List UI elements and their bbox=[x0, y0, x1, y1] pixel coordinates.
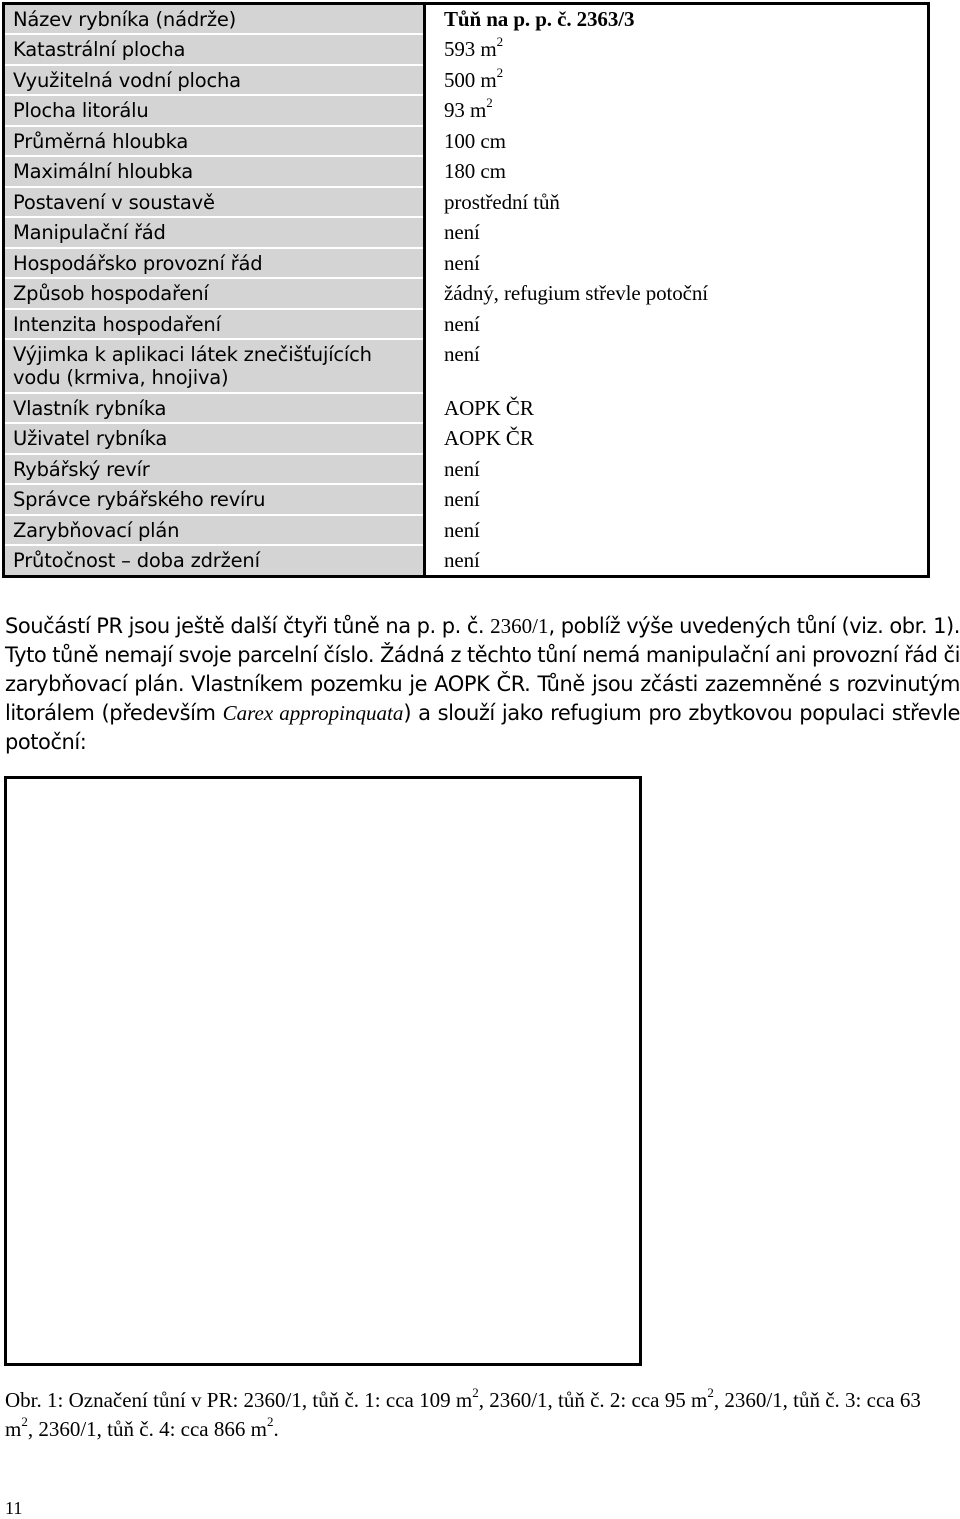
row-label: Způsob hospodaření bbox=[4, 278, 425, 308]
table-row bbox=[4, 278, 929, 308]
row-label: Zarybňovací plán bbox=[4, 515, 425, 545]
row-value bbox=[425, 309, 929, 339]
caption-sup-2: 2 bbox=[707, 1385, 714, 1400]
table-row bbox=[4, 423, 929, 453]
row-value-exponent: 2 bbox=[496, 34, 503, 50]
table-row bbox=[4, 126, 929, 156]
table-row bbox=[4, 309, 929, 339]
table-row bbox=[4, 515, 929, 545]
row-label: Postavení v soustavě bbox=[4, 187, 425, 217]
row-value bbox=[425, 4, 929, 35]
row-label: Manipulační řád bbox=[4, 217, 425, 247]
row-value-text: není bbox=[444, 250, 480, 275]
row-value bbox=[425, 515, 929, 545]
paragraph-text-2: , poblíž výše uvedených tůní (viz. obr. 1). Tyto tůně nemají svoje parcelní číslo. Žádná z těchto tůní nemá manipulační ani provozní řád či zarybňovací plán. Vlastníkem pozemku je AOPK ČR. Tůně jsou zčásti zazemněné s rozvinutým litorálem (především bbox=[5, 614, 960, 725]
table-row bbox=[4, 454, 929, 484]
row-value-text: prostřední tůň bbox=[444, 189, 560, 214]
row-value-text: není bbox=[444, 456, 480, 481]
table-row bbox=[4, 484, 929, 514]
caption-part-a: Obr. 1: Označení tůní v PR: 2360/1, tůň č. 1: cca 109 m bbox=[5, 1388, 473, 1412]
row-value bbox=[425, 65, 929, 95]
row-value bbox=[425, 217, 929, 247]
row-value bbox=[425, 454, 929, 484]
row-value-text: AOPK ČR bbox=[444, 426, 534, 451]
table-row bbox=[4, 393, 929, 423]
figure-caption bbox=[5, 1386, 945, 1444]
table-row bbox=[4, 34, 929, 64]
row-value-text: není bbox=[444, 487, 480, 512]
row-value bbox=[425, 126, 929, 156]
row-value bbox=[425, 34, 929, 64]
row-value bbox=[425, 393, 929, 423]
row-value-text: není bbox=[444, 342, 480, 367]
row-value-text: není bbox=[444, 517, 480, 542]
table-row bbox=[4, 156, 929, 186]
row-label: Katastrální plocha bbox=[4, 34, 425, 64]
row-value bbox=[425, 278, 929, 308]
row-label: Uživatel rybníka bbox=[4, 423, 425, 453]
row-label: Vlastník rybníka bbox=[4, 393, 425, 423]
table-row bbox=[4, 545, 929, 576]
caption-sup-3: 2 bbox=[21, 1414, 28, 1429]
species-name: Carex appropinquata bbox=[222, 701, 404, 725]
row-value-text: není bbox=[444, 311, 480, 336]
row-label: Průměrná hloubka bbox=[4, 126, 425, 156]
page-number: 11 bbox=[5, 1498, 23, 1518]
row-value bbox=[425, 95, 929, 125]
row-value-text: 100 cm bbox=[444, 128, 506, 153]
table-row bbox=[4, 217, 929, 247]
row-label: Průtočnost – doba zdržení bbox=[4, 545, 425, 576]
pond-info-table bbox=[2, 2, 930, 578]
row-value bbox=[425, 187, 929, 217]
row-value bbox=[425, 423, 929, 453]
row-value-exponent: 2 bbox=[486, 95, 493, 111]
row-label: Rybářský revír bbox=[4, 454, 425, 484]
table-row bbox=[4, 187, 929, 217]
row-label: Maximální hloubka bbox=[4, 156, 425, 186]
row-value-text: 500 m bbox=[444, 67, 497, 92]
figure-image-placeholder bbox=[4, 776, 642, 1366]
caption-part-c: , 2360/1, tůň č. 3: cca 63 m bbox=[5, 1388, 921, 1441]
row-value-text: není bbox=[444, 548, 480, 573]
row-label: Intenzita hospodaření bbox=[4, 309, 425, 339]
paragraph-text-1: Součástí PR jsou ještě další čtyři tůně na p. p. č. bbox=[5, 614, 491, 638]
description-paragraph bbox=[5, 612, 960, 757]
row-value bbox=[425, 545, 929, 576]
caption-sup-1: 2 bbox=[472, 1385, 479, 1400]
row-label: Plocha litorálu bbox=[4, 95, 425, 125]
row-value-text: 93 m bbox=[444, 98, 487, 123]
row-value-text: 180 cm bbox=[444, 159, 506, 184]
caption-part-d: , 2360/1, tůň č. 4: cca 866 m bbox=[27, 1417, 267, 1441]
row-value bbox=[425, 248, 929, 278]
table-row bbox=[4, 65, 929, 95]
row-value-exponent: 2 bbox=[496, 64, 503, 80]
row-value-text: Tůň na p. p. č. 2363/3 bbox=[444, 7, 635, 31]
row-value-text: AOPK ČR bbox=[444, 396, 534, 421]
row-label: Název rybníka (nádrže) bbox=[4, 4, 425, 35]
table-row bbox=[4, 339, 929, 393]
row-value bbox=[425, 484, 929, 514]
table-row bbox=[4, 95, 929, 125]
row-value bbox=[425, 156, 929, 186]
row-label: Hospodářsko provozní řád bbox=[4, 248, 425, 278]
row-label: Využitelná vodní plocha bbox=[4, 65, 425, 95]
caption-part-e: . bbox=[273, 1417, 279, 1441]
row-value-text: žádný, refugium střevle potoční bbox=[444, 281, 708, 306]
row-label: Výjimka k aplikaci látek znečišťujících vodu (krmiva, hnojiva) bbox=[4, 339, 425, 393]
row-value-text: není bbox=[444, 220, 480, 245]
row-label: Správce rybářského revíru bbox=[4, 484, 425, 514]
table-row bbox=[4, 248, 929, 278]
paragraph-text-3: ) a slouží jako refugium pro zbytkovou populaci střevle potoční: bbox=[5, 701, 960, 754]
row-value-text: 593 m bbox=[444, 37, 497, 62]
caption-sup-4: 2 bbox=[266, 1414, 274, 1429]
table-row bbox=[4, 4, 929, 35]
caption-part-b: , 2360/1, tůň č. 2: cca 95 m bbox=[478, 1388, 708, 1412]
paragraph-parcel-number: 2360/1 bbox=[490, 614, 549, 638]
pond-info-table-body bbox=[4, 4, 929, 577]
row-value bbox=[425, 339, 929, 393]
